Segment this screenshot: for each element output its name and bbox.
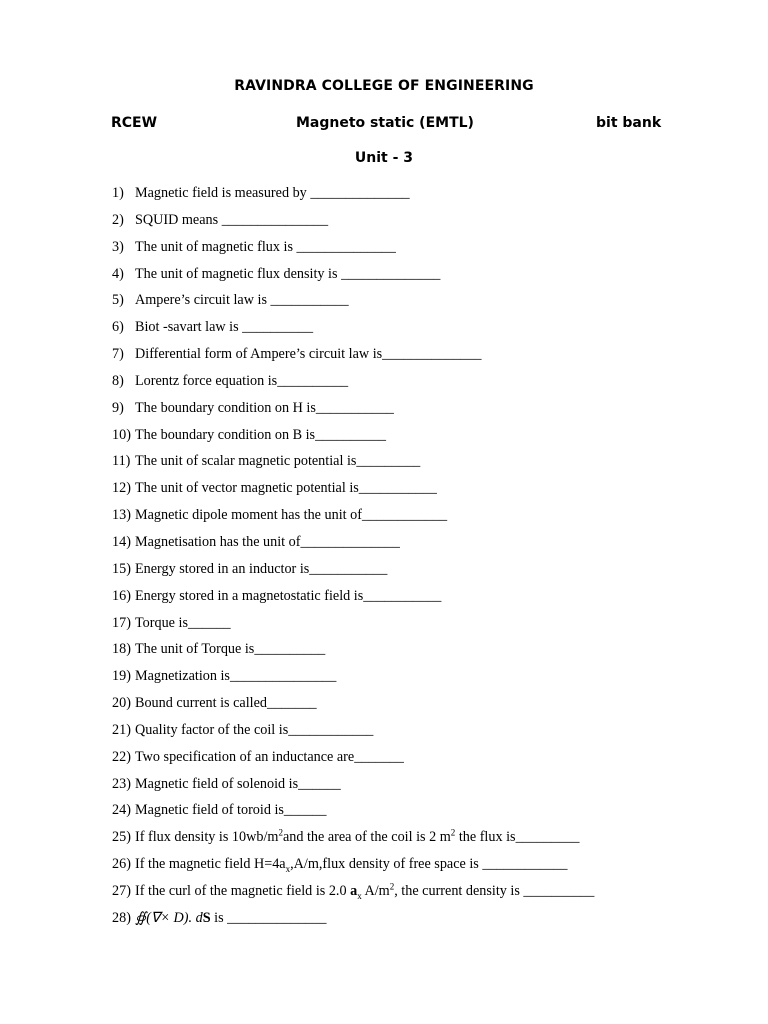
question-text: Quality factor of the coil is____________ (135, 721, 374, 738)
question-item (112, 234, 712, 261)
question-number: 8) (112, 372, 124, 389)
question-number: 12) (112, 480, 131, 497)
question-text: The boundary condition on B is__________ (135, 426, 387, 443)
question-text: Magnetic field of toroid is______ (135, 802, 327, 819)
question-item (112, 529, 712, 556)
question-item (112, 287, 712, 314)
question-text: Energy stored in an inductor is___________ (135, 560, 388, 577)
question-number: 3) (112, 238, 124, 255)
header-code: RCEW (111, 115, 158, 131)
question-number: 22) (112, 748, 131, 765)
question-item (112, 610, 712, 637)
question-item (112, 797, 712, 824)
surface-integral-expression: ∯(∇× D). d (135, 909, 203, 926)
question-text: Magnetic field is measured by ______________ (135, 185, 410, 201)
question-text: Bound current is called_______ (135, 695, 317, 712)
question-item (112, 744, 712, 771)
question-item (112, 180, 712, 207)
question-item (112, 314, 712, 341)
question-number: 2) (112, 211, 124, 228)
question-number: 4) (112, 265, 124, 282)
question-text: Two specification of an inductance are_______ (135, 748, 404, 765)
question-text: The boundary condition on H is___________ (135, 399, 394, 416)
question-number: 23) (112, 775, 131, 792)
question-number: 14) (112, 533, 131, 550)
question-text: Lorentz force equation is__________ (135, 372, 349, 389)
question-text: Ampere’s circuit law is ___________ (135, 292, 349, 309)
question-text: Energy stored in a magnetostatic field is___________ (135, 587, 442, 604)
question-number: 18) (112, 641, 131, 658)
question-item (112, 261, 712, 288)
question-item (112, 851, 712, 878)
question-item (112, 663, 712, 690)
question-item (112, 422, 712, 449)
question-number: 21) (112, 721, 131, 738)
question-item (112, 824, 712, 851)
question-item (112, 771, 712, 798)
question-item (112, 556, 712, 583)
unit-heading: Unit - 3 (354, 150, 414, 166)
question-item (112, 368, 712, 395)
question-text: Magnetisation has the unit of______________ (135, 533, 400, 550)
question-number: 17) (112, 614, 131, 631)
question-number: 24) (112, 802, 131, 819)
question-item (112, 905, 712, 932)
question-text: The unit of vector magnetic potential is___________ (135, 480, 437, 497)
question-text: The unit of scalar magnetic potential is_________ (135, 453, 421, 470)
question-item (112, 448, 712, 475)
question-item (112, 475, 712, 502)
question-text: SQUID means _______________ (135, 211, 329, 228)
college-title: RAVINDRA COLLEGE OF ENGINEERING (234, 78, 534, 94)
question-number: 16) (112, 587, 131, 604)
question-number: 20) (112, 695, 131, 712)
question-number: 5) (112, 292, 124, 309)
question-text: Biot -savart law is __________ (135, 319, 314, 336)
question-number: 11) (112, 453, 131, 470)
question-text: Torque is______ (135, 614, 231, 631)
question-text: The unit of magnetic flux density is ______________ (135, 265, 441, 282)
question-number: 26) (112, 856, 131, 873)
question-number: 13) (112, 507, 131, 524)
question-item (112, 690, 712, 717)
question-text: ∯(∇× D). dS is ______________ (135, 909, 327, 926)
question-number: 7) (112, 346, 124, 363)
header-type: bit bank (596, 115, 662, 131)
question-number: 25) (112, 829, 131, 846)
question-number: 15) (112, 560, 131, 577)
question-item (112, 717, 712, 744)
question-item (112, 395, 712, 422)
question-number: 9) (112, 399, 124, 416)
question-text: Differential form of Ampere’s circuit law is______________ (135, 346, 482, 363)
question-item (112, 502, 712, 529)
question-text: The unit of Torque is__________ (135, 641, 326, 658)
question-number: 1) (112, 185, 124, 201)
question-text: If the magnetic field $H=4a_x,A/m,flux$ density of free space is ____________ (135, 856, 568, 874)
question-item (112, 583, 712, 610)
question-number: 28) (112, 909, 131, 926)
question-text: If the curl of the magnetic field is 2.0 $a_x$ $A/m^2$, the current density is __________ (135, 881, 595, 901)
question-number: 6) (112, 319, 124, 336)
question-item (112, 878, 712, 905)
question-number: 19) (112, 668, 131, 685)
question-item (112, 341, 712, 368)
question-number: 10) (112, 426, 131, 443)
question-number: 27) (112, 882, 131, 899)
question-item (112, 636, 712, 663)
question-text: If flux density is $10wb/m^2and$ the area of the coil is 2 $m^2$ the flux is_________ (135, 827, 580, 846)
question-text: The unit of magnetic flux is ______________ (135, 238, 396, 255)
header-subject: Magneto static (EMTL) (296, 115, 474, 131)
question-text: Magnetization is_______________ (135, 668, 337, 685)
question-text: Magnetic dipole moment has the unit of____________ (135, 507, 448, 524)
question-text: Magnetic field of solenoid is______ (135, 775, 341, 792)
question-item (112, 207, 712, 234)
question-list (112, 180, 712, 932)
